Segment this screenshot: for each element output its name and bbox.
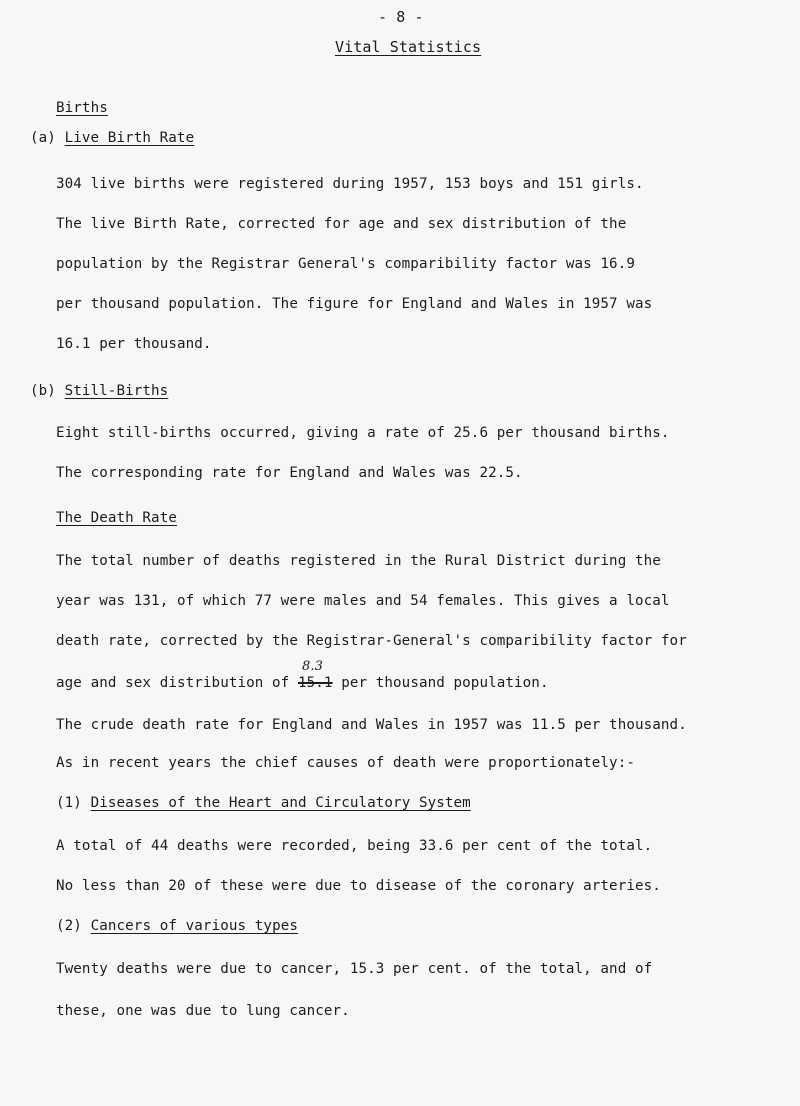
paragraph-line: Eight still-births occurred, giving a rate of 25.6 per thousand births.	[56, 425, 670, 441]
paragraph-line: population by the Registrar General's comparibility factor was 16.9	[56, 256, 635, 272]
paragraph-line: Twenty deaths were due to cancer, 15.3 per cent. of the total, and of	[56, 961, 653, 977]
paragraph-line: these, one was due to lung cancer.	[56, 1003, 350, 1019]
death-rate-heading: The Death Rate	[56, 510, 177, 526]
corrected-value	[297, 659, 333, 691]
cause-cancer-section	[56, 918, 298, 934]
paragraph-line: death rate, corrected by the Registrar-General's comparibility factor for	[56, 633, 687, 649]
paragraph-line: The total number of deaths registered in the Rural District during the	[56, 553, 661, 569]
live-birth-heading: Live Birth Rate	[64, 130, 195, 146]
page-number: - 8 -	[378, 8, 424, 26]
handwritten-correction: 8.3	[301, 659, 323, 674]
section-label: (b)	[30, 383, 56, 399]
births-heading: Births	[56, 100, 108, 116]
section-label: (a)	[30, 130, 56, 146]
paragraph-line: per thousand population. The figure for England and Wales in 1957 was	[56, 296, 653, 312]
paragraph-line: As in recent years the chief causes of death were proportionately:-	[56, 755, 635, 771]
still-birth-heading: Still-Births	[64, 383, 169, 399]
struck-value: 15.1	[297, 675, 333, 691]
page-title: Vital Statistics	[335, 38, 482, 56]
paragraph-line: The corresponding rate for England and Wales was 22.5.	[56, 465, 523, 481]
paragraph-line: A total of 44 deaths were recorded, being 33.6 per cent of the total.	[56, 838, 653, 854]
paragraph-line: The live Birth Rate, corrected for age and sex distribution of the	[56, 216, 627, 232]
cause-heading: Cancers of various types	[90, 918, 298, 934]
paragraph-line: 16.1 per thousand.	[56, 336, 212, 352]
paragraph-line: No less than 20 of these were due to disease of the coronary arteries.	[56, 878, 661, 894]
live-birth-section	[30, 130, 194, 146]
paragraph-line-with-correction: age and sex distribution of 15.1 8.3 per thousand population.	[56, 659, 549, 691]
cause-heading: Diseases of the Heart and Circulatory System	[90, 795, 471, 811]
still-birth-section	[30, 383, 168, 399]
paragraph-line: The crude death rate for England and Wales in 1957 was 11.5 per thousand.	[56, 717, 687, 733]
cause-heart-section	[56, 795, 471, 811]
paragraph-line: year was 131, of which 77 were males and 54 females. This gives a local	[56, 593, 670, 609]
paragraph-line: 304 live births were registered during 1957, 153 boys and 151 girls.	[56, 176, 644, 192]
section-label: (1)	[56, 795, 82, 811]
section-label: (2)	[56, 918, 82, 934]
